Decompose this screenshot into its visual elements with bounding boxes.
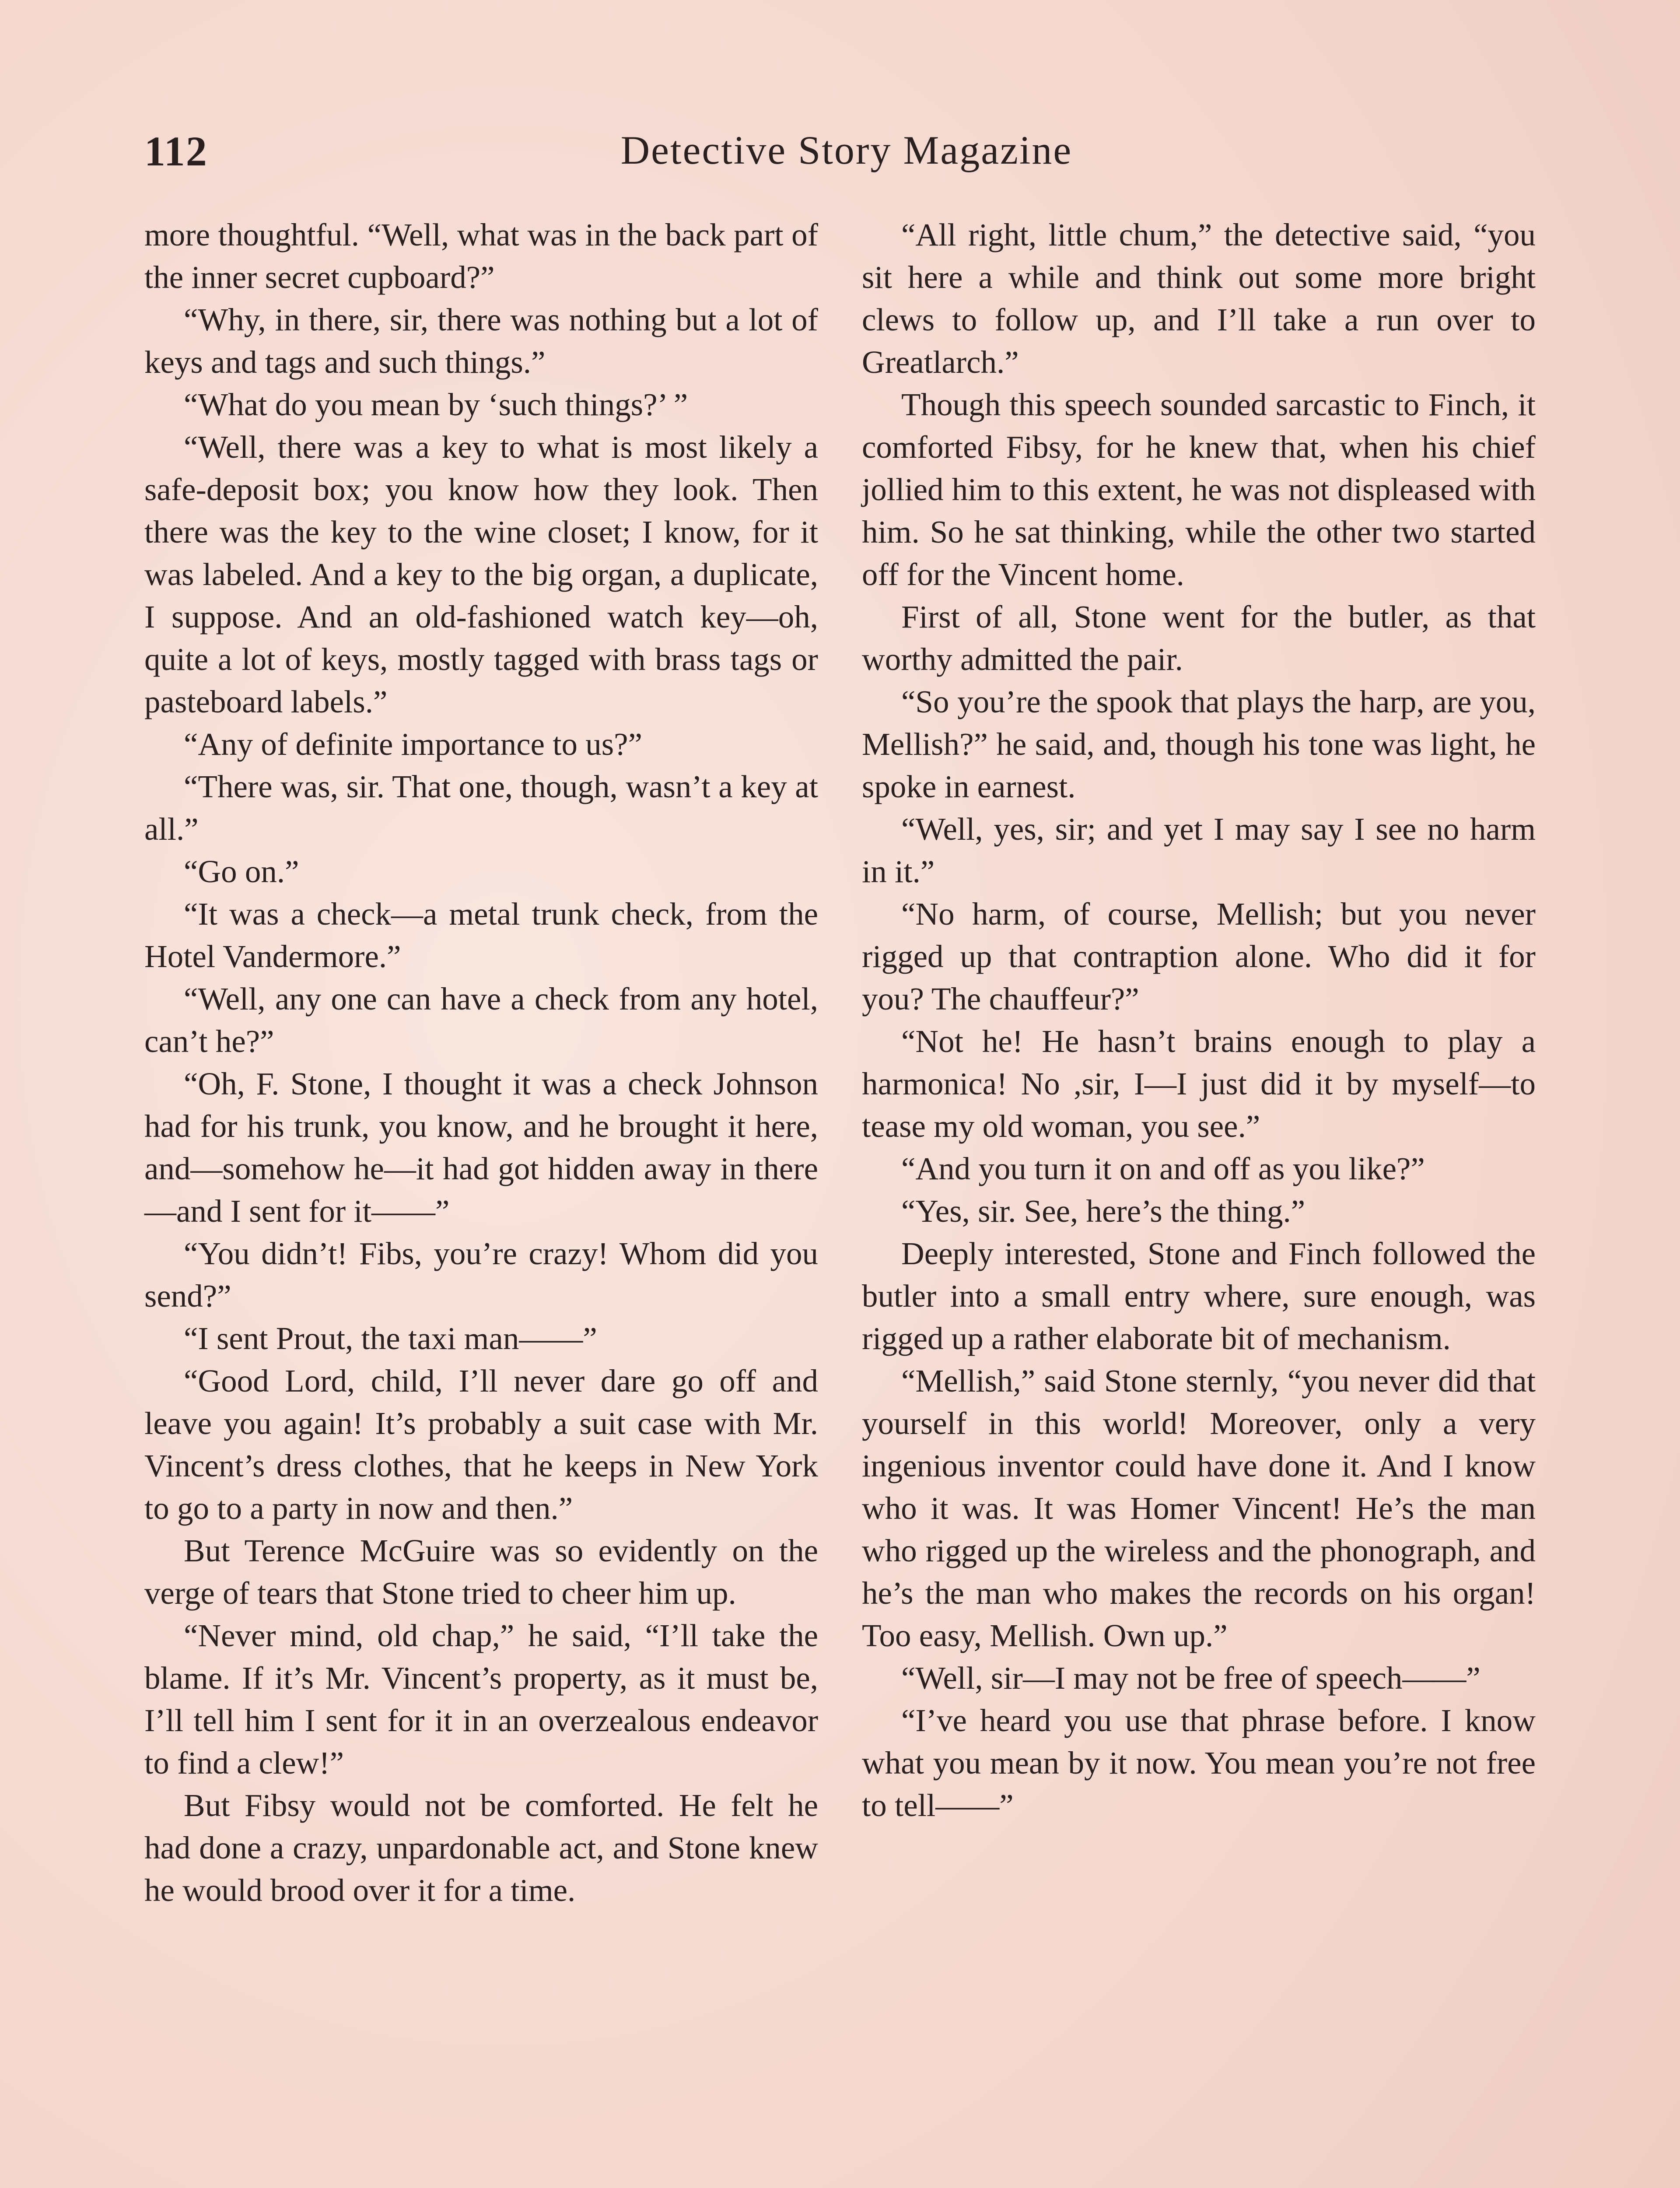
paragraph: “Good Lord, child, I’ll never dare go off and leave you again! It’s probably a suit case with Mr. Vincent’s dress clothes, that he keeps in New York to go to a party in now and then.”: [144, 1363, 818, 1526]
paragraph: “There was, sir. That one, though, wasn’t a key at all.”: [144, 769, 818, 847]
running-title: Detective Story Magazine: [620, 128, 1073, 172]
paragraph: “Well, yes, sir; and yet I may say I see no harm in it.”: [862, 811, 1536, 889]
paragraph: “Well, there was a key to what is most likely a safe-deposit box; you know how they look. Then there was the key to the wine closet; I know, for it was labeled. And a key to the big organ, a duplicate, I suppose. And an old-fashioned watch key—oh, quite a lot of keys, mostly tagged with brass tags or pasteboard labels.”: [144, 429, 818, 719]
paragraph: more thoughtful. “Well, what was in the back part of the inner secret cupboard?”: [144, 217, 818, 295]
left-column: [144, 214, 818, 1911]
paragraph: “And you turn it on and off as you like?”: [901, 1151, 1425, 1186]
paragraph: “You didn’t! Fibs, you’re crazy! Whom did you send?”: [144, 1236, 818, 1314]
paragraph: “Well, any one can have a check from any hotel, can’t he?”: [144, 981, 818, 1059]
paragraph: “It was a check—a metal trunk check, from the Hotel Vandermore.”: [144, 896, 818, 974]
paragraph: “Yes, sir. See, here’s the thing.”: [901, 1193, 1306, 1229]
paragraph: “Never mind, old chap,” he said, “I’ll take the blame. If it’s Mr. Vincent’s property, as it must be, I’ll tell him I sent for it in an overzealous endeavor to find a clew!”: [144, 1618, 818, 1781]
paragraph: “Any of definite importance to us?”: [184, 726, 642, 762]
paragraph: “I sent Prout, the taxi man——”: [184, 1321, 597, 1356]
paragraph: “I’ve heard you use that phrase before. I know what you mean by it now. You mean you’re not free to tell——”: [862, 1703, 1536, 1823]
paragraph: “No harm, of course, Mellish; but you never rigged up that contraption alone. Who did it for you? The chauffeur?”: [862, 896, 1536, 1017]
paragraph: But Fibsy would not be comforted. He felt he had done a crazy, unpardonable act, and Stone knew he would brood over it for a time.: [144, 1788, 818, 1908]
paragraph: “Well, sir—I may not be free of speech——”: [901, 1660, 1480, 1696]
paragraph: “Go on.”: [184, 854, 299, 889]
paragraph: “So you’re the spook that plays the harp, are you, Mellish?” he said, and, though his tone was light, he spoke in earnest.: [862, 684, 1536, 804]
right-column: [862, 214, 1536, 1827]
paragraph: Though this speech sounded sarcastic to Finch, it comforted Fibsy, for he knew that, when his chief jollied him to this extent, he was not displeased with him. So he sat thinking, while the other two started off for the Vincent home.: [862, 387, 1536, 592]
paragraph: Deeply interested, Stone and Finch followed the butler into a small entry where, sure enough, was rigged up a rather elaborate bit of mechanism.: [862, 1236, 1536, 1356]
paragraph: “Why, in there, sir, there was nothing but a lot of keys and tags and such things.”: [144, 302, 818, 380]
paragraph: “All right, little chum,” the detective said, “you sit here a while and think out some more bright clews to follow up, and I’ll take a run over to Greatlarch.”: [862, 217, 1536, 380]
page-header: [144, 127, 1549, 197]
paragraph: But Terence McGuire was so evidently on the verge of tears that Stone tried to cheer him up.: [144, 1533, 818, 1611]
paragraph: “Not he! He hasn’t brains enough to play a harmonica! No ,sir, I—I just did it by myself—to tease my old woman, you see.”: [862, 1024, 1536, 1144]
paragraph: “What do you mean by ‘such things?’ ”: [184, 387, 688, 422]
paragraph: “Oh, F. Stone, I thought it was a check Johnson had for his trunk, you know, and he brought it here, and—somehow he—it had got hidden away in there—and I sent for it——”: [144, 1066, 818, 1229]
page-number: 112: [144, 128, 208, 175]
paragraph: First of all, Stone went for the butler, as that worthy admitted the pair.: [862, 599, 1536, 677]
paragraph: “Mellish,” said Stone sternly, “you never did that yourself in this world! Moreover, only a very ingenious inventor could have done it. And I know who it was. It was Homer Vincent! He’s the man who rigged up the wireless and the phonograph, and he’s the man who makes the records on his organ! Too easy, Mellish. Own up.”: [862, 1363, 1536, 1653]
